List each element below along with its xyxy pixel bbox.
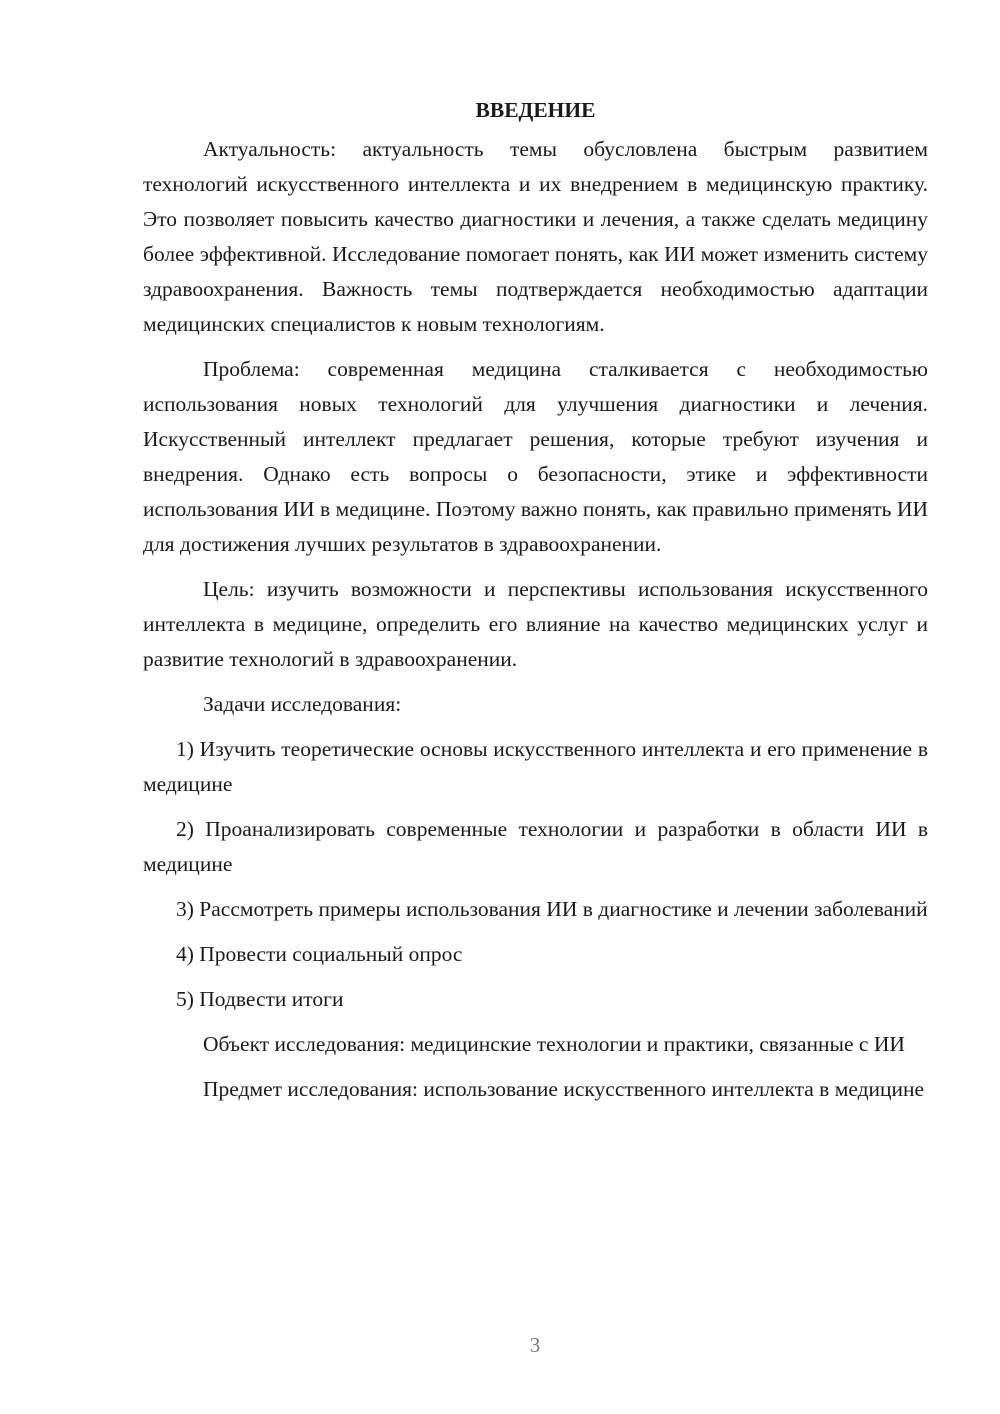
- page-title: ВВЕДЕНИЕ: [475, 98, 596, 122]
- tasks-list: [143, 732, 928, 1017]
- task-item: 3) Рассмотреть примеры использования ИИ в диагностике и лечении заболеваний: [176, 897, 928, 921]
- document-page: [143, 92, 928, 1117]
- task-item: 4) Провести социальный опрос: [176, 942, 463, 966]
- task-item: 2) Проанализировать современные технологии и разработки в области ИИ в медицине: [143, 817, 928, 876]
- paragraph-problem: Проблема: современная медицина сталкивается с необходимостью использования новых технологий для улучшения диагностики и лечения. Искусственный интеллект предлагает решения, которые требуют изучения и внедрения. Однако есть вопросы о безопасности, этике и эффективности использования ИИ в медицине. Поэтому важно понять, как правильно применять ИИ для достижения лучших результатов в здравоохранении.: [143, 357, 928, 556]
- paragraph-goal: Цель: изучить возможности и перспективы использования искусственного интеллекта в медицине, определить его влияние на качество медицинских услуг и развитие технологий в здравоохранении.: [143, 577, 928, 671]
- task-item: 5) Подвести итоги: [176, 987, 344, 1011]
- task-item: 1) Изучить теоретические основы искусственного интеллекта и его применение в медицине: [143, 737, 928, 796]
- page-number: 3: [529, 1333, 541, 1357]
- paragraph-subject: Предмет исследования: использование искусственного интеллекта в медицине: [203, 1077, 925, 1101]
- paragraph-relevance: Актуальность: актуальность темы обусловлена быстрым развитием технологий искусственного интеллекта и их внедрением в медицинскую практику. Это позволяет повысить качество диагностики и лечения, а также сделать медицину более эффективной. Исследование помогает понять, как ИИ может изменить систему здравоохранения. Важность темы подтверждается необходимостью адаптации медицинских специалистов к новым технологиям.: [143, 137, 928, 336]
- paragraph-object: Объект исследования: медицинские технологии и практики, связанные с ИИ: [203, 1032, 905, 1056]
- tasks-heading: Задачи исследования:: [203, 692, 402, 716]
